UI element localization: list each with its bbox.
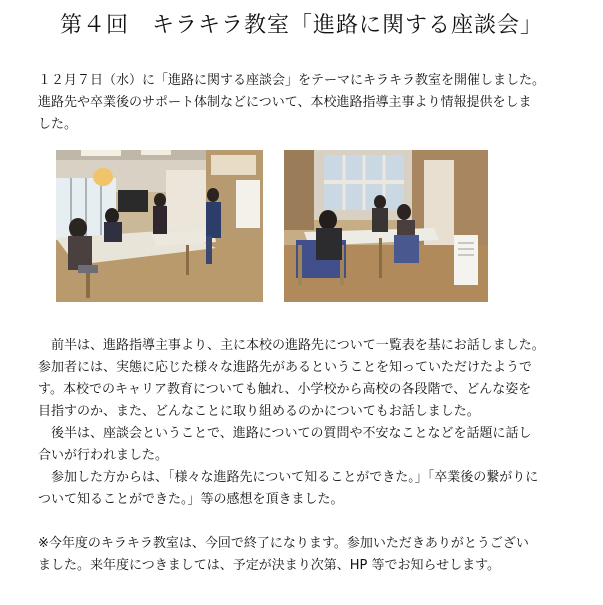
- body-paragraph: 前半は、進路指導主事より、主に本校の進路先について一覧表を基にお話しました。 参加者には、実態に応じた様々な進路先があるということを知っていただけたようで す。本校でのキャリア教育についても触れ、小学校から高校の各段階で、どんな姿を 目指すのか、また、どんなことに取り組めるのかについてもお話しました。 後半は、座談会ということで、進路についての質問や不安なことなどを話題に話し 合いが行われました。 参加した方からは、「様々な進路先について知ることができた。」「卒業後の繋がりに ついて知ることができた。」等の感想を頂きました。: [38, 338, 545, 507]
- intro-paragraph: １２月７日（水）に「進路に関する座談会」をテーマにキラキラ教室を開催しました。 進路先や卒業後のサポート体制などについて、本校進路指導主事より情報提供をしま した。: [38, 73, 546, 132]
- page-title: 第４回 キラキラ教室「進路に関する座談会」: [59, 13, 543, 38]
- classroom-photo-2-image: [284, 150, 488, 302]
- classroom-photo-1-image: [56, 150, 263, 302]
- closing-note: ※今年度のキラキラ教室は、今回で終了になります。参加いただきありがとうござい ました。来年度につきましては、予定が決まり次第、HP 等でお知らせします。: [38, 536, 529, 573]
- classroom-photo-2: [284, 150, 488, 302]
- classroom-photo-1: [56, 150, 263, 302]
